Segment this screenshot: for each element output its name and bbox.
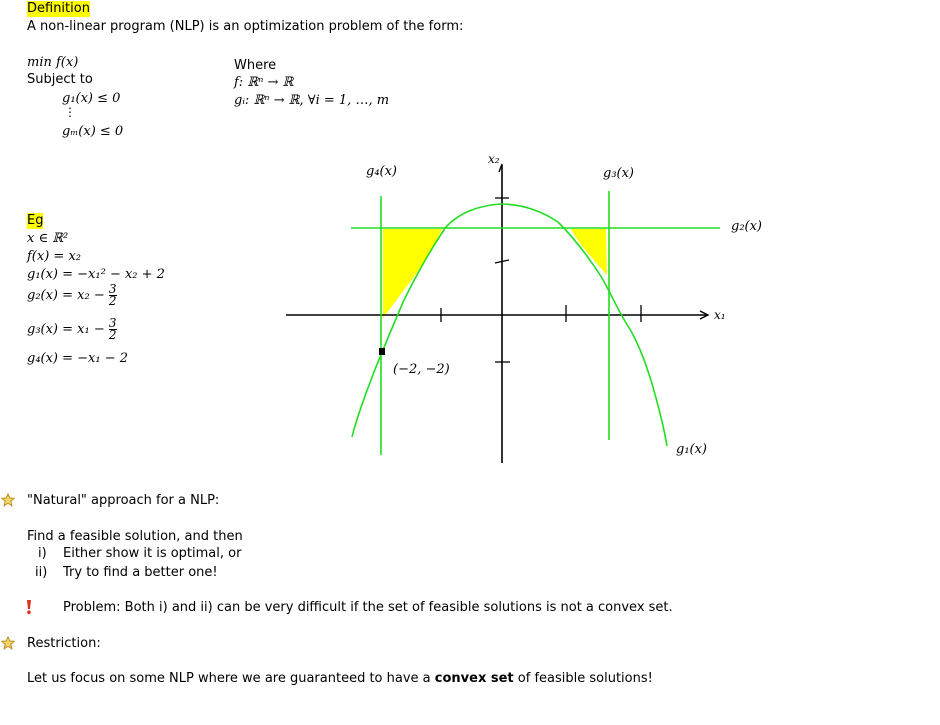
g1-label: g₁(x) [676,442,708,457]
where-label: Where [234,58,277,73]
g3-numerator: 3 [108,316,117,330]
g2-numerator: 3 [108,282,117,296]
f-definition: f(x) = x₂ [27,249,81,264]
g1-definition: g₁(x) = −x₁² − x₂ + 2 [27,267,165,282]
constraint-first: g₁(x) ≤ 0 [62,91,121,106]
g3-prefix: g₃(x) = x₁ − [27,322,105,337]
item-ii-number: ii) [35,565,48,580]
example-label: Eg [27,213,44,228]
g4-label: g₄(x) [366,164,398,179]
problem-note: Problem: Both i) and ii) can be very difficult if the set of feasible solutions is not a convex set. [63,600,673,615]
g3-label: g₃(x) [603,166,635,181]
f-domain: f: ℝⁿ → ℝ [234,75,294,90]
definition-label: Definition [27,1,90,16]
g-domain: gᵢ: ℝⁿ → ℝ, ∀i = 1, …, m [234,93,390,108]
x2-axis-label: x₂ [488,152,500,166]
item-i-number: i) [38,546,47,561]
g3-denominator: 2 [108,328,117,342]
convex-set-emphasis: convex set [434,671,514,686]
item-ii-text: Try to find a better one! [63,565,218,580]
exclamation-icon [24,599,34,615]
item-i-text: Either show it is optimal, or [63,546,242,561]
constraint-last: gₘ(x) ≤ 0 [62,124,124,139]
definition-intro: A non-linear program (NLP) is an optimization problem of the form: [27,19,464,34]
natural-find: Find a feasible solution, and then [27,529,243,544]
point-label: (−2, −2) [393,362,450,377]
objective: min f(x) [27,55,79,70]
focus-after: of feasible solutions! [513,671,653,686]
g2-denominator: 2 [108,294,117,308]
vdots: ⋮ [64,105,76,119]
subject-to: Subject to [27,72,93,87]
restriction-heading: Restriction: [27,636,101,651]
x1-axis-label: x₁ [714,308,726,322]
x-in-r2: x ∈ ℝ² [27,231,69,246]
point-marker [379,348,385,355]
g2-label: g₂(x) [731,219,763,234]
g4-definition: g₄(x) = −x₁ − 2 [27,351,129,366]
star-icon [1,493,15,507]
star-icon [1,636,15,650]
natural-heading: "Natural" approach for a NLP: [27,493,220,508]
restriction-focus [27,671,653,687]
feasible-region-right [571,229,607,275]
focus-before: Let us focus on some NLP where we are guaranteed to have a [27,671,435,686]
feasible-region-left [383,229,442,318]
g2-prefix: g₂(x) = x₂ − [27,288,105,303]
